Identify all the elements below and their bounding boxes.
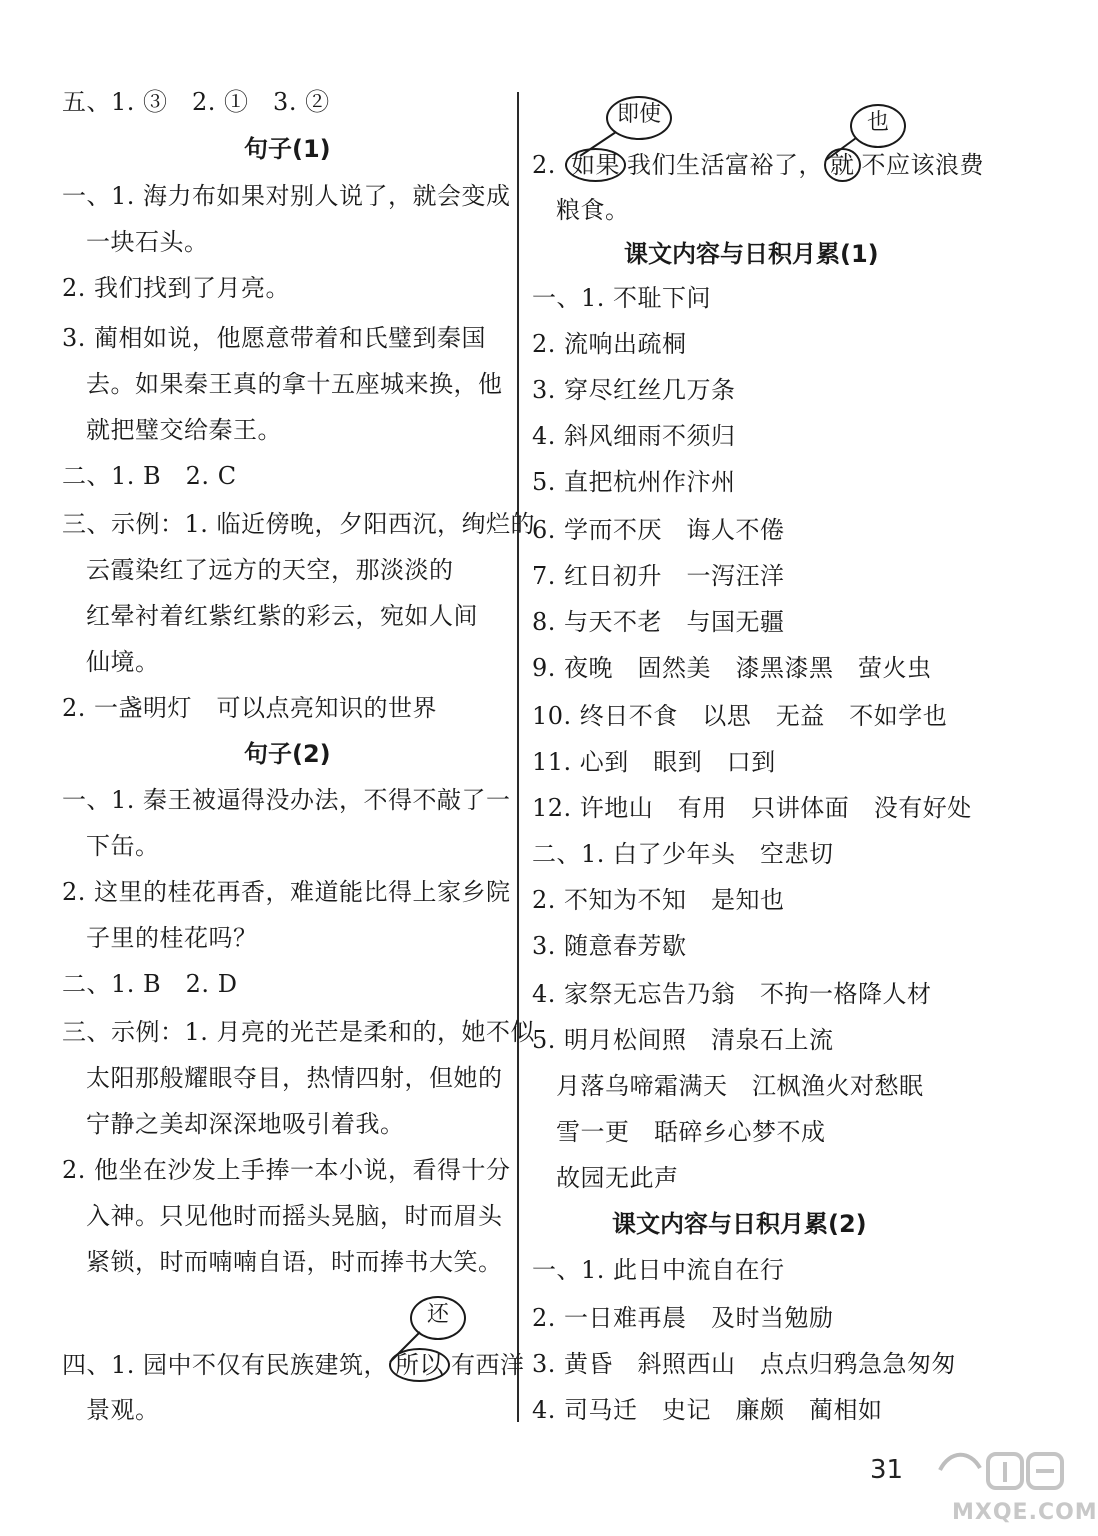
answer-line: 就把璧交给秦王。 xyxy=(86,416,282,444)
answer-line: 2. 不知为不知 是知也 xyxy=(532,886,785,914)
text-segment: 有西洋 xyxy=(451,1351,525,1379)
answer-line: 粮食。 xyxy=(556,196,630,224)
answer-line: 二、1. B 2. C xyxy=(62,462,237,490)
answer-line: 2. 我们找到了月亮。 xyxy=(62,274,291,302)
answer-line: 11. 心到 眼到 口到 xyxy=(532,748,776,776)
section-heading: 课文内容与日积月累(2) xyxy=(612,1210,867,1238)
answer-line: 三、示例：1. 临近傍晚，夕阳西沉，绚烂的 xyxy=(62,510,536,538)
answer-line: 2. 一日难再晨 及时当勉励 xyxy=(532,1304,834,1332)
section-heading: 课文内容与日积月累(1) xyxy=(624,240,879,268)
section-heading: 句子(1) xyxy=(244,135,331,163)
answer-line: 5. 直把杭州作汴州 xyxy=(532,468,736,496)
answer-line: 2. 他坐在沙发上手捧一本小说，看得十分 xyxy=(62,1156,511,1184)
answer-line: 一、1. 此日中流自在行 xyxy=(532,1256,785,1284)
correction-bubble: 也 xyxy=(850,104,906,148)
answer-line: 五、1. ③ 2. ① 3. ② xyxy=(62,88,330,116)
answer-line: 3. 随意春芳歇 xyxy=(532,932,687,960)
answer-line: 10. 终日不食 以思 无益 不如学也 xyxy=(532,702,948,730)
answer-line-corrected xyxy=(62,1348,525,1382)
answer-line: 一、1. 不耻下问 xyxy=(532,284,712,312)
answer-line: 雪一更 聒碎乡心梦不成 xyxy=(556,1118,826,1146)
answer-line: 4. 司马迁 史记 廉颇 蔺相如 xyxy=(532,1396,883,1424)
answer-line: 9. 夜晚 固然美 漆黑漆黑 萤火虫 xyxy=(532,654,932,682)
answer-line-corrected xyxy=(532,148,984,182)
answer-line: 下缶。 xyxy=(86,832,160,860)
answer-line: 宁静之美却深深地吸引着我。 xyxy=(86,1110,405,1138)
answer-line: 去。如果秦王真的拿十五座城来换，他 xyxy=(86,370,503,398)
circled-word: 就 xyxy=(824,148,861,182)
answer-line: 入神。只见他时而摇头晃脑，时而眉头 xyxy=(86,1202,503,1230)
answer-line: 3. 穿尽红丝几万条 xyxy=(532,376,736,404)
text-segment: 不应该浪费 xyxy=(861,151,985,179)
answer-line: 紧锁，时而喃喃自语，时而捧书大笑。 xyxy=(86,1248,503,1276)
answer-line: 二、1. B 2. D xyxy=(62,970,238,998)
answer-line: 云霞染红了远方的天空，那淡淡的 xyxy=(86,556,454,584)
answer-line: 红晕衬着红紫红紫的彩云，宛如人间 xyxy=(86,602,478,630)
answer-line: 4. 家祭无忘告乃翁 不拘一格降人材 xyxy=(532,980,932,1008)
answer-line: 2. 流响出疏桐 xyxy=(532,330,687,358)
answer-line: 一块石头。 xyxy=(86,228,209,256)
answer-line: 6. 学而不厌 诲人不倦 xyxy=(532,516,785,544)
answer-line: 一、1. 秦王被逼得没办法，不得不敲了一 xyxy=(62,786,511,814)
answer-line: 2. 这里的桂花再香，难道能比得上家乡院 xyxy=(62,878,511,906)
answer-line: 太阳那般耀眼夺目，热情四射，但她的 xyxy=(86,1064,503,1092)
correction-bubble: 还 xyxy=(410,1296,466,1340)
answer-line: 2. 一盏明灯 可以点亮知识的世界 xyxy=(62,694,438,722)
answer-line: 12. 许地山 有用 只讲体面 没有好处 xyxy=(532,794,972,822)
answer-line: 故园无此声 xyxy=(556,1164,679,1192)
correction-bubble: 即使 xyxy=(606,96,672,140)
circled-word: 如果 xyxy=(565,148,626,182)
column-divider xyxy=(517,92,519,1422)
page-number: 31 xyxy=(870,1455,904,1485)
text-segment: 2. xyxy=(532,151,565,179)
answer-line: 3. 黄昏 斜照西山 点点归鸦急急匆匆 xyxy=(532,1350,957,1378)
answer-line: 景观。 xyxy=(86,1396,160,1424)
answer-line: 7. 红日初升 一泻汪洋 xyxy=(532,562,785,590)
answer-line: 3. 蔺相如说，他愿意带着和氏璧到秦国 xyxy=(62,324,487,352)
answer-line: 二、1. 白了少年头 空悲切 xyxy=(532,840,834,868)
answer-line: 一、1. 海力布如果对别人说了，就会变成 xyxy=(62,182,511,210)
answer-line: 仙境。 xyxy=(86,648,160,676)
text-segment: 我们生活富裕了， xyxy=(627,151,824,179)
answer-line: 4. 斜风细雨不须归 xyxy=(532,422,736,450)
circled-word: 所以 xyxy=(389,1348,450,1382)
answer-line: 月落乌啼霜满天 江枫渔火对愁眠 xyxy=(556,1072,924,1100)
answer-line: 三、示例：1. 月亮的光芒是柔和的，她不似 xyxy=(62,1018,536,1046)
answer-line: 8. 与天不老 与国无疆 xyxy=(532,608,785,636)
answer-line: 5. 明月松间照 清泉石上流 xyxy=(532,1026,834,1054)
watermark-text: MXQE.COM xyxy=(952,1500,1098,1525)
text-segment: 四、1. 园中不仅有民族建筑， xyxy=(62,1351,389,1379)
answer-line: 子里的桂花吗？ xyxy=(86,924,258,952)
section-heading: 句子(2) xyxy=(244,740,331,768)
